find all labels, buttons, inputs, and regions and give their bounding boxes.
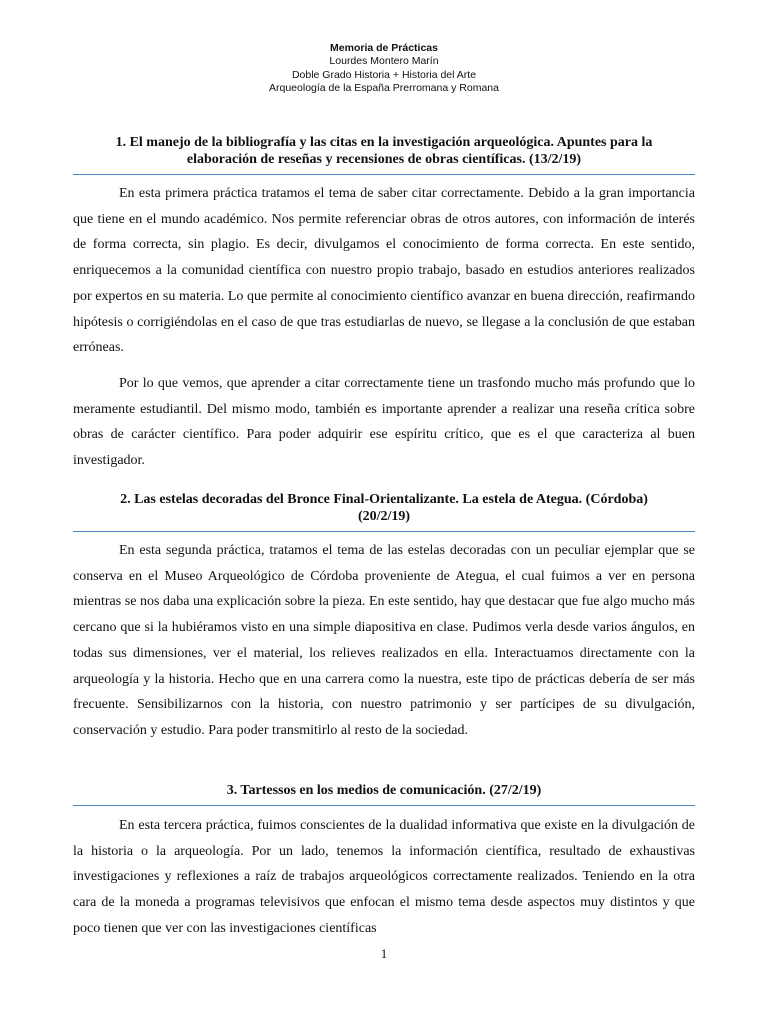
section-1-heading <box>73 134 695 175</box>
document-title: Memoria de Prácticas <box>330 42 438 54</box>
section-2-heading <box>73 491 695 532</box>
section-3-heading-line1: 3. Tartessos en los medios de comunicación. (27/2/19) <box>226 783 542 798</box>
section-3-paragraph-1: En esta tercera práctica, fuimos conscientes de la dualidad informativa que existe en la divulgación de la historia o la arqueología. Por un lado, tenemos la información científica, resultado de exhaustivas investigaciones y reflexiones a raíz de trabajos arqueológicos correctamente realizados. Teniendo en la otra cara de la moneda a programas televisivos que enfocan el mismo tema desde aspectos muy distintos y que poco tienen que ver con las investigaciones científicas <box>73 818 695 936</box>
section-3-heading <box>73 782 695 806</box>
section-2-heading-line2: (20/2/19) <box>357 509 411 524</box>
section-1-paragraph-2: Por lo que vemos, que aprender a citar correctamente tiene un trasfondo mucho más profundo que lo meramente estudiantil. Del mismo modo, también es importante aprender a realizar una reseña crítica sobre obras de carácter científico. Para poder adquirir ese espíritu crítico, que es el que caracteriza al buen investigador. <box>73 376 695 469</box>
page-number: 1 <box>380 946 388 961</box>
degree-name: Doble Grado Historia + Historia del Arte <box>291 68 477 81</box>
section-1-heading-line2: elaboración de reseñas y recensiones de obras científicas. (13/2/19) <box>186 152 582 167</box>
course-name: Arqueología de la España Prerromana y Romana <box>269 82 499 95</box>
section-1-heading-line1: 1. El manejo de la bibliografía y las citas en la investigación arqueológica. Apuntes para la <box>115 135 653 150</box>
document-header <box>0 42 768 96</box>
author-name: Lourdes Montero Marín <box>329 55 439 68</box>
section-1-paragraph-1: En esta primera práctica tratamos el tema de saber citar correctamente. Debido a la gran importancia que tiene en el mundo académico. Nos permite referenciar obras de otros autores, con información de interés de forma correcta, sin plagio. Es decir, divulgamos el conocimiento de forma correcta. En este sentido, enriquecemos a la comunidad científica con nuestro propio trabajo, basado en estudios anteriores realizados por expertos en su materia. Lo que permite al conocimiento científico avanzar en buena dirección, reafirmando hipótesis o corrigiéndolas en el caso de que tras estudiarlas de nuevo, se llegase a la conclusión de que estaban erróneas. <box>73 186 695 356</box>
section-2-heading-line1: 2. Las estelas decoradas del Bronce Final-Orientalizante. La estela de Ategua. (Córdoba) <box>120 492 648 507</box>
section-2-paragraph-1: En esta segunda práctica, tratamos el tema de las estelas decoradas con un peculiar ejemplar que se conserva en el Museo Arqueológico de Córdoba proveniente de Ategua, el cual fuimos a ver en persona mientras se nos daba una explicación sobre la pieza. En este sentido, hay que destacar que fue algo mucho más cercano que si la hubiéramos visto en una simple diapositiva en clase. Pudimos verla desde varios ángulos, en todas sus dimensiones, ver el material, los relieves realizados en ella. Interactuamos directamente con la arqueología y la historia. Hecho que en una carrera como la nuestra, este tipo de prácticas debería de ser más frecuente. Sensibilizarnos con la historia, con nuestro patrimonio y ser partícipes de su divulgación, conservación y estudio. Para poder transmitirlo al resto de la sociedad. <box>73 543 695 738</box>
